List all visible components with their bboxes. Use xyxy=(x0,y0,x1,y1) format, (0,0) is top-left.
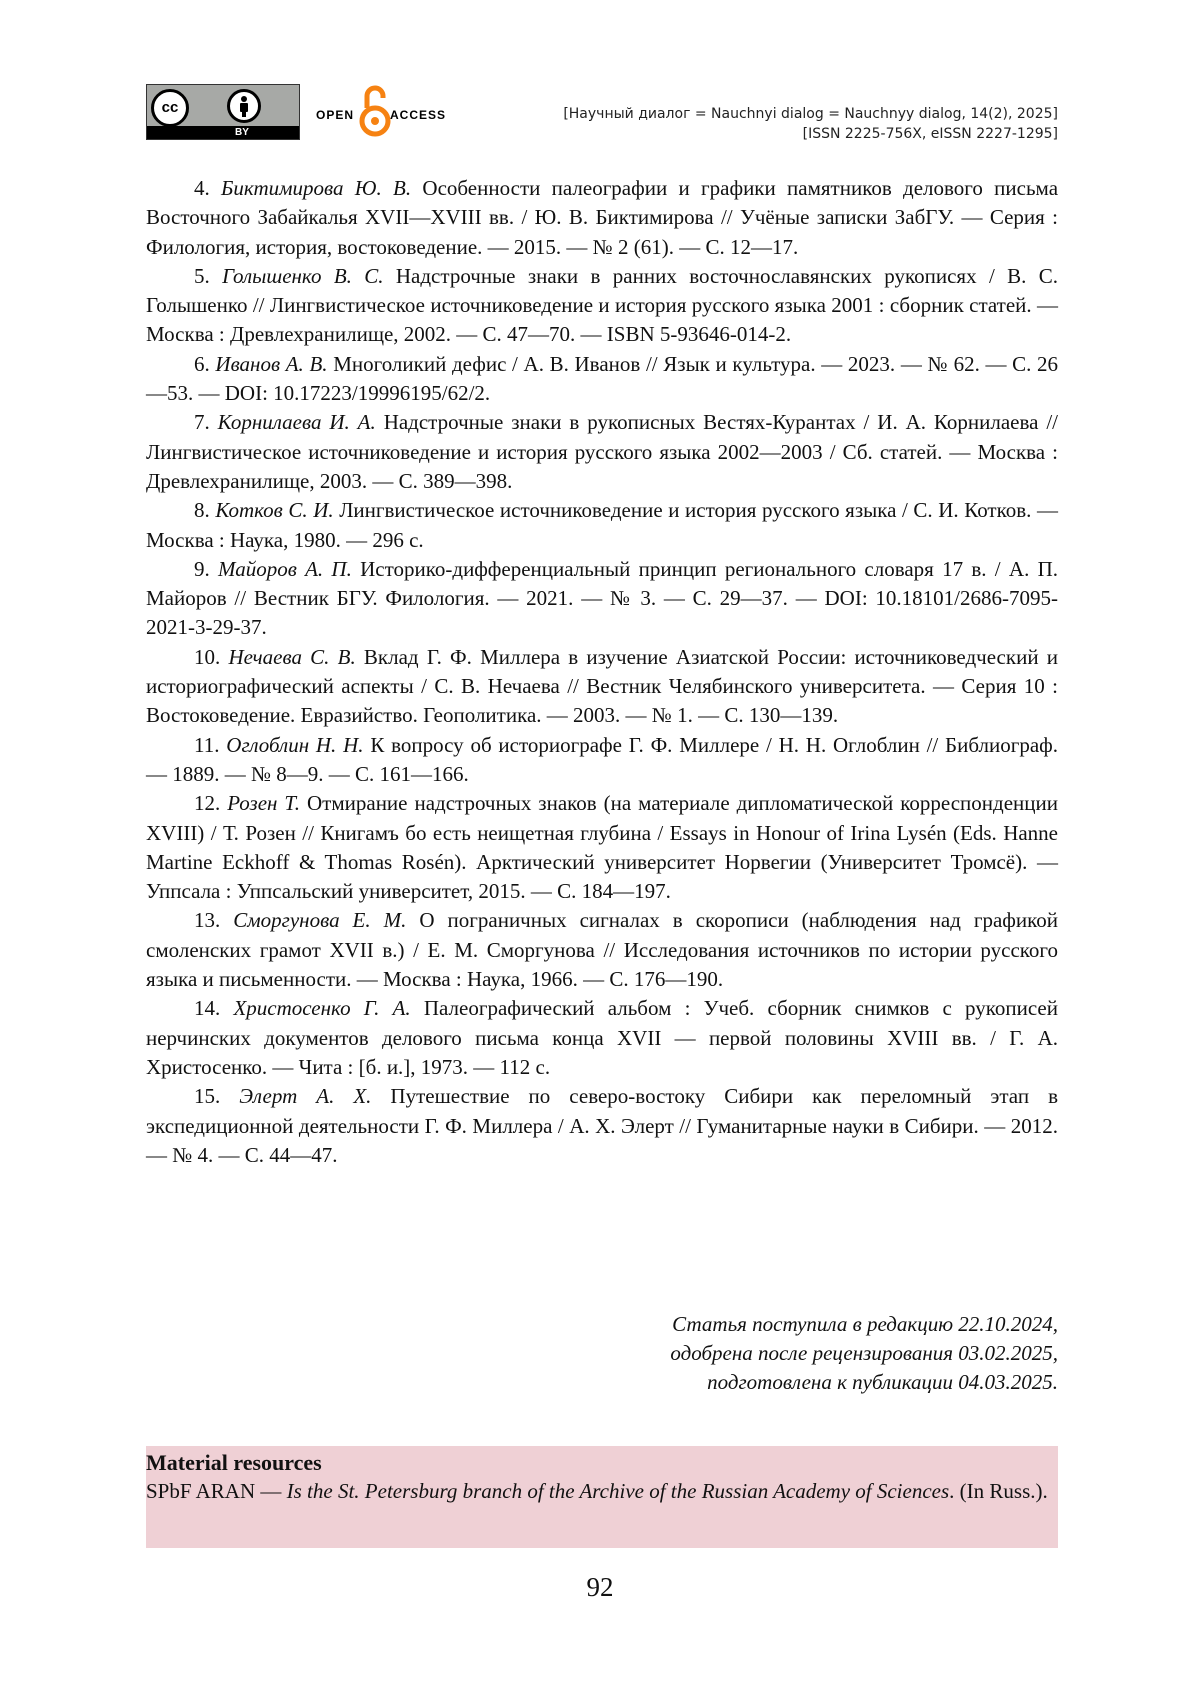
reference-text: Многоликий дефис / А. В. Иванов // Язык и культура. — 2023. — № 62. — С. 26—53. — DOI: 10.17223/19996195/62/2. xyxy=(146,351,1059,406)
reference-author: Корнилаева И. А. xyxy=(217,410,376,435)
reference-author: Котков С. И. xyxy=(215,498,334,523)
reference-author: Сморгунова Е. М. xyxy=(233,908,407,933)
reference-author: Христосенко Г. А. xyxy=(233,996,411,1021)
journal-citation xyxy=(563,104,1058,144)
reference-text: К вопросу об историографе Г. Ф. Миллере / Н. Н. Оглоблин // Библиограф. — 1889. — № 8—9. — С. 161—166. xyxy=(146,732,1059,786)
reference-author: Майоров А. П. xyxy=(218,556,352,581)
reference-author: Розен Т. xyxy=(227,791,301,816)
reference-number: 8. xyxy=(194,498,210,523)
by-label: BY xyxy=(235,127,249,138)
reference-text: Особенности палеографии и графики памятников делового письма Восточного Забайкалья XVII—XVIII вв. / Ю. В. Биктимирова // Учёные записки ЗабГУ. — Серия : Филология, история, востоковедение. — 2015. — № 2 (61). — С. 12—17. xyxy=(146,176,1059,259)
reference-author: Нечаева С. В. xyxy=(228,644,356,669)
reference-text: О пограничных сигналах в скорописи (наблюдения над графикой смоленских грамот XVII в.) / Е. М. Сморгунова // Исследования источников по истории русского языка и письменности. — Москва : Наука, 1966. — С. 176—190. xyxy=(146,908,1059,992)
reference-author: Оглоблин Н. Н. xyxy=(226,732,364,757)
open-label: OPEN xyxy=(316,108,355,122)
material-abbr: SPbF ARAN xyxy=(146,1479,256,1503)
reference-entry xyxy=(146,408,1058,496)
reference-number: 10. xyxy=(194,644,221,669)
reference-entry xyxy=(146,350,1058,409)
reference-number: 15. xyxy=(194,1084,221,1109)
reference-text: Надстрочные знаки в ранних восточнославянских рукописях / В. С. Голышенко // Лингвистическое источниковедение и история русского языка 2001 : сборник статей. — Москва : Древлехранилище, 2002. — С. 47—70. — ISBN 5-93646-014-2. xyxy=(146,263,1059,347)
reference-number: 6. xyxy=(194,351,210,376)
material-dash: — xyxy=(255,1479,287,1503)
received-line: Статья поступила в редакцию 22.10.2024, xyxy=(672,1312,1058,1336)
reference-entry xyxy=(146,643,1058,731)
material-suffix: . (In Russ.). xyxy=(949,1479,1048,1503)
reference-number: 12. xyxy=(194,791,221,816)
reference-author: Биктимирова Ю. В. xyxy=(221,176,412,200)
material-description: Is the St. Petersburg branch of the Archive of the Russian Academy of Sciences xyxy=(286,1479,950,1503)
reference-number: 7. xyxy=(194,410,210,435)
reference-text: Палеографический альбом : Учеб. сборник снимков с рукописей нерчинских документов делового письма конца XVII — первой половины XVIII вв. / Г. А. Христосенко. — Чита : [б. и.], 1973. — 112 с. xyxy=(146,996,1058,1079)
reference-list xyxy=(146,174,1058,1170)
page-header xyxy=(146,84,1058,146)
reference-entry xyxy=(146,731,1058,790)
reference-entry xyxy=(146,174,1058,262)
reference-number: 13. xyxy=(194,908,221,933)
access-label: ACCESS xyxy=(390,108,447,122)
material-resources-box xyxy=(146,1446,1058,1548)
approved-line: одобрена после рецензирования 03.02.2025, xyxy=(670,1341,1058,1365)
reference-number: 14. xyxy=(194,996,221,1021)
reference-number: 4. xyxy=(194,176,210,200)
reference-entry xyxy=(146,1082,1058,1170)
reference-author: Голышенко В. С. xyxy=(222,263,384,288)
reference-number: 11. xyxy=(194,732,220,757)
cc-by-license-badge[interactable] xyxy=(146,84,300,140)
reference-text: Отмирание надстрочных знаков (на материале дипломатической корреспонденции XVIII) / Т. Розен // Книгамъ бо есть неищетная глубина / Essays in Honour of Irina Lysén (Eds. Hanne Martine Eckhoff & Thomas Rosén). Арктический университет Норвегии (Университет Тромсё). — Уппсала : Уппсальский университет, 2015. — С. 184—197. xyxy=(146,791,1058,904)
open-access-logo xyxy=(316,84,466,140)
cc-icon: cc xyxy=(151,89,189,127)
reference-number: 5. xyxy=(194,263,210,288)
reference-entry xyxy=(146,555,1058,643)
reference-text: Лингвистическое источниковедение и история русского языка / С. И. Котков. — Москва : Наука, 1980. — 296 с. xyxy=(146,498,1058,552)
reference-entry xyxy=(146,262,1058,350)
citation-line: [Научный диалог = Nauchnyi dialog = Nauchnyy dialog, 14(2), 2025] xyxy=(563,106,1058,122)
reference-text: Вклад Г. Ф. Миллера в изучение Азиатской России: источниковедческий и историографический аспекты / С. В. Нечаева // Вестник Челябинского университета. — Серия 10 : Востоковедение. Евразийство. Геополитика. — 2003. — № 1. — С. 130—139. xyxy=(146,644,1058,728)
reference-number: 9. xyxy=(194,556,210,581)
page-number: 92 xyxy=(586,1572,614,1602)
reference-entry xyxy=(146,496,1058,555)
reference-text: Историко-дифференциальный принцип регионального словаря 17 в. / А. П. Майоров // Вестник БГУ. Филология. — 2021. — № 3. — С. 29—37. — DOI: 10.18101/2686-7095-2021-3-29-37. xyxy=(146,556,1058,640)
material-entry xyxy=(146,1477,1058,1506)
submission-dates xyxy=(670,1310,1058,1397)
reference-author: Элерт А. Х. xyxy=(239,1084,372,1109)
person-icon xyxy=(227,89,261,123)
prepared-line: подготовлена к публикации 04.03.2025. xyxy=(707,1370,1058,1394)
open-access-lock-icon xyxy=(358,84,392,140)
material-title: Material resources xyxy=(146,1450,322,1475)
reference-text: Надстрочные знаки в рукописных Вестях-Курантах / И. А. Корнилаева // Лингвистическое источниковедение и история русского языка 2002—2003 / Сб. статей. — Москва : Древлехранилище, 2003. — С. 389—398. xyxy=(146,410,1059,493)
reference-entry xyxy=(146,994,1058,1082)
reference-author: Иванов А. В. xyxy=(215,351,328,376)
reference-entry xyxy=(146,789,1058,906)
reference-text: Путешествие по северо-востоку Сибири как переломный этап в экспедиционной деятельности Г. Ф. Миллера / А. Х. Элерт // Гуманитарные науки в Сибири. — 2012. — № 4. — С. 44—47. xyxy=(146,1084,1059,1167)
issn-line: [ISSN 2225-756X, eISSN 2227-1295] xyxy=(802,126,1058,142)
reference-entry xyxy=(146,906,1058,994)
